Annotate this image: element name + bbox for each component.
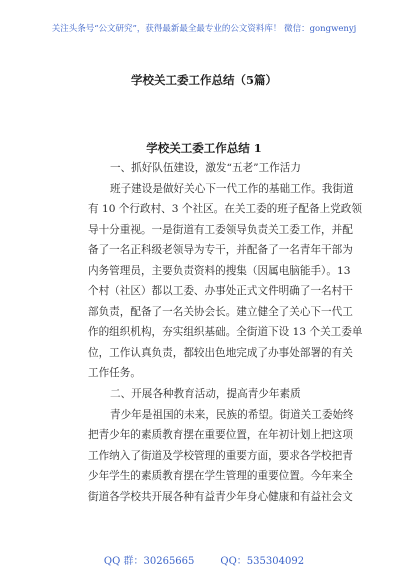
- paragraph-line: 备了一名正科级老领导为专干，并配备了一名青年干部为: [88, 244, 353, 257]
- paragraph-line: 把青少年的素质教育摆在重要位置，在年初计划上把这项: [88, 429, 353, 442]
- section-title: 学校关工委工作总结 1: [146, 141, 262, 155]
- paragraph-line: 少年学生的素质教育摆在学生管理的重要位置。今年来全: [88, 470, 353, 483]
- header-banner: 关注头条号“公文研究”，获得最新最全最专业的公文资料库！ 微信：gongwenyj: [51, 24, 357, 34]
- document-title: 学校关工委工作总结（5篇）: [130, 73, 277, 87]
- document-body: [88, 158, 363, 507]
- paragraph-line: 工作纳入了街道及学校管理的重要方面，要求各学校把青: [88, 449, 353, 462]
- paragraph-line: 位，工作认真负责，都较出色地完成了办事处部署的有关: [88, 346, 353, 359]
- paragraph-line: 作的组织机构，夯实组织基础。全街道下设 13 个关工委单: [88, 326, 363, 339]
- paragraph-line: 有 10 个行政村、3 个社区。在关工委的班子配备上党政领: [88, 203, 362, 216]
- paragraph-line: 青少年是祖国的未来，民族的希望。街道关工委始终: [110, 408, 354, 421]
- paragraph-line: 部负责，配备了一名关协会长。建立健全了关心下一代工: [88, 305, 353, 318]
- paragraph-line: 导十分重视。一是街道有工委领导负责关工委工作，并配: [88, 223, 353, 236]
- qq-group-number: QQ 群：30265665: [103, 556, 195, 567]
- paragraph-line: 内务管理员，主要负责资料的搜集（因属电脑能手）。13: [88, 264, 351, 277]
- paragraph-line: 个村（社区）都以工委、办事处正式文件明确了一名村干: [88, 285, 353, 298]
- qq-number: QQ：535304092: [220, 556, 305, 567]
- paragraph-line: 班子建设是做好关心下一代工作的基础工作。我街道: [110, 182, 354, 195]
- heading-line: 一、抓好队伍建设，激发“五老”工作活力: [110, 162, 301, 174]
- footer-contact: [0, 552, 408, 567]
- heading-line: 二、开展各种教育活动，提高青少年素质: [110, 388, 301, 401]
- paragraph-line: 工作任务。: [88, 367, 141, 380]
- paragraph-line: 街道各学校共开展各种有益青少年身心健康和有益社会文: [88, 490, 353, 503]
